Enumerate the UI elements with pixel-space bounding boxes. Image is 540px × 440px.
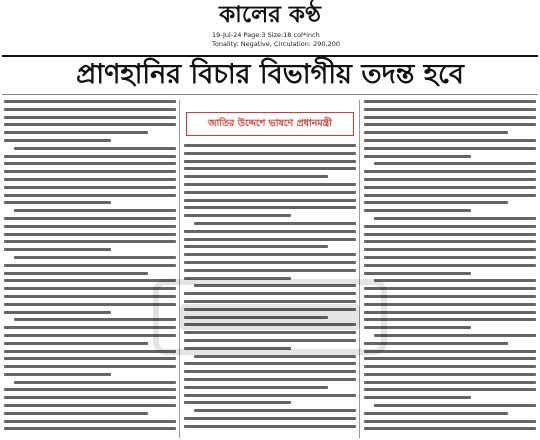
text-line-placeholder: [14, 256, 176, 259]
text-line-placeholder: [4, 123, 176, 126]
text-line-placeholder: [184, 323, 356, 326]
text-line-placeholder: [14, 209, 176, 212]
text-line-placeholder: [184, 417, 356, 420]
text-line-placeholder: [4, 287, 176, 290]
text-line-placeholder: [184, 269, 356, 272]
text-line-placeholder: [364, 373, 536, 376]
article-column-1: [4, 100, 176, 438]
text-line-placeholder: [184, 152, 356, 155]
text-line-placeholder: [194, 409, 356, 412]
article-headline: প্রাণহানির বিচার বিভাগীয় তদন্ত হবে: [76, 59, 464, 90]
text-line-placeholder: [374, 404, 536, 407]
text-line-placeholder: [4, 350, 176, 353]
text-line-placeholder: [4, 170, 176, 173]
text-line-placeholder: [364, 295, 536, 298]
text-line-placeholder: [4, 420, 176, 423]
text-line-placeholder: [184, 199, 356, 202]
text-line-placeholder: [4, 162, 176, 165]
text-line-placeholder: [4, 272, 148, 275]
text-line-placeholder: [194, 222, 356, 225]
text-line-placeholder: [364, 240, 536, 243]
text-line-placeholder: [4, 178, 176, 181]
text-line-placeholder: [364, 350, 536, 353]
text-line-placeholder: [364, 427, 536, 430]
text-line-placeholder: [184, 300, 356, 303]
text-line-placeholder: [184, 347, 291, 350]
text-line-placeholder: [184, 206, 356, 209]
text-line-placeholder: [184, 292, 356, 295]
text-line-placeholder: [364, 100, 536, 103]
text-line-placeholder: [364, 186, 536, 189]
text-line-placeholder: [184, 362, 356, 365]
text-line-placeholder: [4, 100, 176, 103]
article-column-2: [184, 144, 356, 438]
text-line-placeholder: [184, 230, 356, 233]
text-line-placeholder: [4, 116, 176, 119]
text-line-placeholder: [374, 279, 536, 282]
column-divider: [359, 100, 360, 438]
text-line-placeholder: [194, 355, 356, 358]
text-line-placeholder: [364, 155, 471, 158]
text-line-placeholder: [364, 420, 536, 423]
text-line-placeholder: [4, 412, 148, 415]
text-line-placeholder: [364, 131, 508, 134]
text-line-placeholder: [184, 160, 356, 163]
text-line-placeholder: [184, 316, 328, 319]
text-line-placeholder: [184, 175, 328, 178]
headline-bottom-rule: [2, 94, 538, 95]
text-line-placeholder: [14, 318, 176, 321]
text-line-placeholder: [194, 284, 356, 287]
text-line-placeholder: [364, 116, 536, 119]
text-line-placeholder: [4, 248, 111, 251]
clip-tonality-circulation-info: Tonality: Negative, Circulation: 290,200: [212, 40, 340, 48]
text-line-placeholder: [364, 303, 536, 306]
text-line-placeholder: [184, 378, 356, 381]
clip-date-size-info: 19-Jul-24 Page:3 Size:18 col*inch: [212, 31, 320, 39]
text-line-placeholder: [184, 308, 356, 311]
text-line-placeholder: [14, 147, 176, 150]
text-line-placeholder: [4, 217, 176, 220]
text-line-placeholder: [364, 388, 536, 391]
text-line-placeholder: [4, 233, 176, 236]
article-subhead-box: জাতির উদ্দেশে ভাষণে প্রধানমন্ত্রী: [186, 112, 354, 136]
text-line-placeholder: [184, 238, 356, 241]
text-line-placeholder: [184, 261, 356, 264]
text-line-placeholder: [364, 357, 536, 360]
text-line-placeholder: [364, 225, 536, 228]
text-line-placeholder: [4, 139, 111, 142]
text-line-placeholder: [364, 147, 536, 150]
text-line-placeholder: [364, 178, 536, 181]
text-line-placeholder: [374, 162, 536, 165]
text-line-placeholder: [364, 233, 536, 236]
text-line-placeholder: [4, 365, 176, 368]
text-line-placeholder: [14, 381, 176, 384]
text-line-placeholder: [4, 264, 176, 267]
text-line-placeholder: [4, 279, 176, 282]
text-line-placeholder: [364, 381, 536, 384]
column-divider: [179, 100, 180, 438]
text-line-placeholder: [364, 108, 536, 111]
text-line-placeholder: [364, 264, 536, 267]
text-line-placeholder: [184, 144, 356, 147]
text-line-placeholder: [184, 191, 356, 194]
text-line-placeholder: [184, 245, 328, 248]
text-line-placeholder: [184, 277, 291, 280]
text-line-placeholder: [364, 272, 471, 275]
text-line-placeholder: [4, 311, 111, 314]
text-line-placeholder: [4, 201, 111, 204]
text-line-placeholder: [364, 287, 536, 290]
text-line-placeholder: [184, 214, 291, 217]
text-line-placeholder: [4, 334, 176, 337]
text-line-placeholder: [4, 225, 176, 228]
text-line-placeholder: [4, 373, 111, 376]
text-line-placeholder: [374, 334, 536, 337]
text-line-placeholder: [364, 256, 536, 259]
text-line-placeholder: [184, 386, 328, 389]
text-line-placeholder: [184, 339, 356, 342]
text-line-placeholder: [4, 388, 176, 391]
text-line-placeholder: [4, 342, 148, 345]
text-line-placeholder: [184, 167, 356, 170]
text-line-placeholder: [364, 209, 471, 212]
text-line-placeholder: [184, 253, 356, 256]
text-line-placeholder: [364, 412, 508, 415]
text-line-placeholder: [364, 248, 536, 251]
text-line-placeholder: [4, 295, 176, 298]
text-line-placeholder: [364, 170, 536, 173]
text-line-placeholder: [4, 186, 176, 189]
text-line-placeholder: [184, 370, 356, 373]
text-line-placeholder: [4, 108, 176, 111]
text-line-placeholder: [364, 123, 536, 126]
text-line-placeholder: [364, 194, 536, 197]
text-line-placeholder: [4, 131, 148, 134]
text-line-placeholder: [4, 326, 176, 329]
text-line-placeholder: [4, 240, 176, 243]
text-line-placeholder: [4, 303, 176, 306]
text-line-placeholder: [364, 365, 536, 368]
article-column-3: [364, 100, 536, 438]
text-line-placeholder: [364, 342, 508, 345]
text-line-placeholder: [364, 139, 536, 142]
text-line-placeholder: [374, 217, 536, 220]
newspaper-masthead: কালের কণ্ঠ: [219, 2, 321, 28]
text-line-placeholder: [4, 404, 176, 407]
text-line-placeholder: [4, 396, 176, 399]
text-line-placeholder: [4, 194, 176, 197]
text-line-placeholder: [364, 396, 471, 399]
text-line-placeholder: [184, 394, 356, 397]
text-line-placeholder: [184, 331, 356, 334]
text-line-placeholder: [364, 318, 536, 321]
text-line-placeholder: [4, 427, 176, 430]
text-line-placeholder: [184, 425, 356, 428]
text-line-placeholder: [184, 183, 356, 186]
text-line-placeholder: [4, 155, 176, 158]
text-line-placeholder: [364, 311, 536, 314]
text-line-placeholder: [184, 401, 291, 404]
text-line-placeholder: [364, 326, 471, 329]
text-line-placeholder: [364, 201, 508, 204]
text-line-placeholder: [4, 357, 176, 360]
